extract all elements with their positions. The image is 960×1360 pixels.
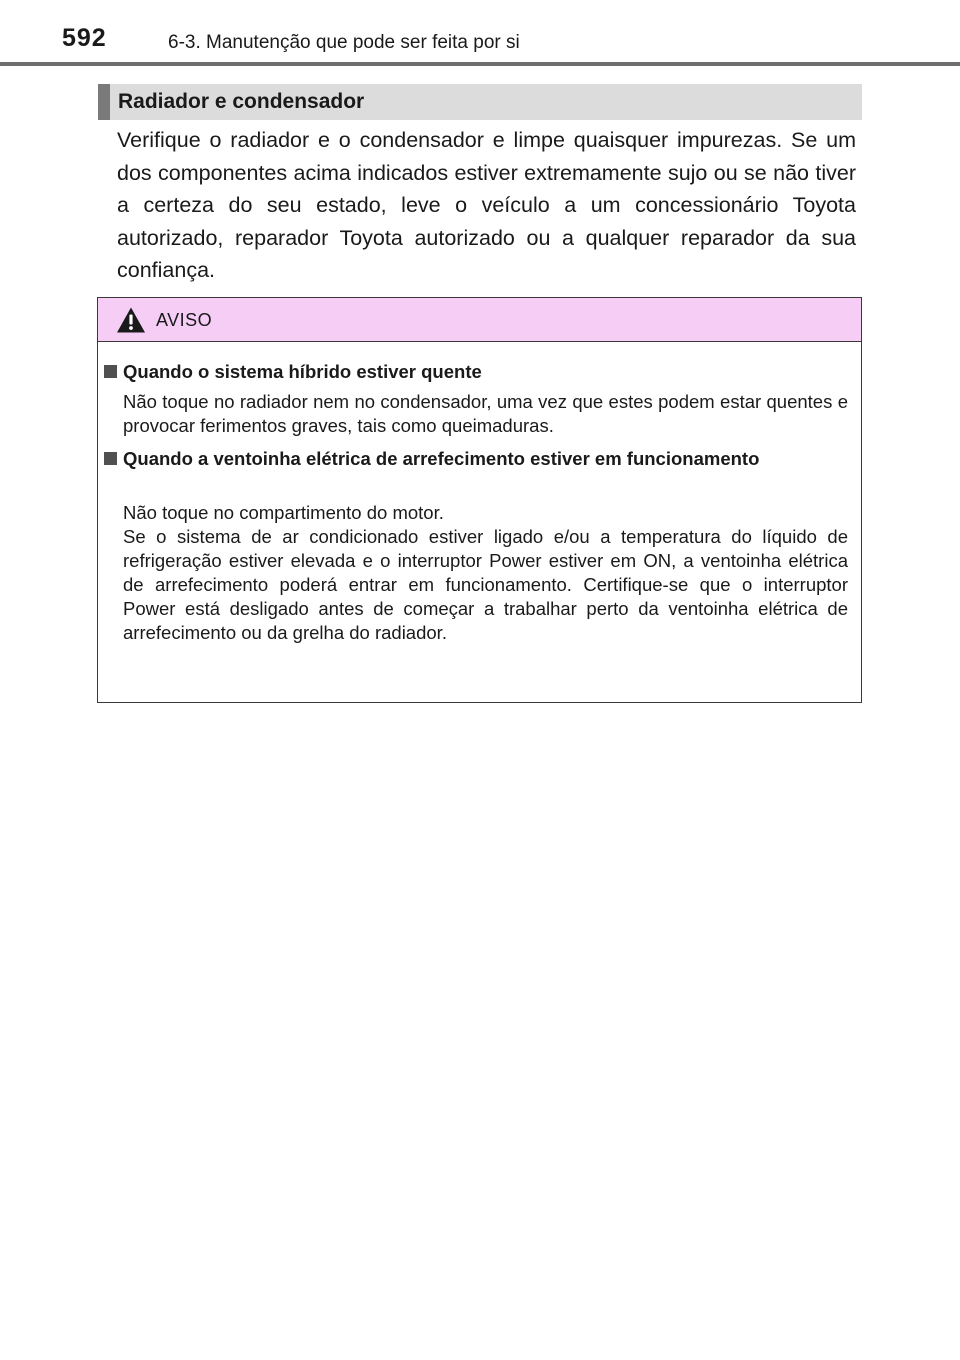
- warning-item-title: [104, 360, 852, 383]
- header-divider: [0, 62, 960, 66]
- section-heading-text: Radiador e condensador: [118, 90, 365, 113]
- warning-box: [97, 297, 862, 703]
- section-heading: [98, 84, 862, 120]
- warning-item-title-text: Quando o sistema híbrido estiver quente: [123, 361, 482, 382]
- warning-item-title: [104, 447, 852, 470]
- warning-label: AVISO: [156, 310, 213, 330]
- warning-header: [98, 298, 861, 342]
- warning-triangle-icon: [116, 306, 146, 334]
- chapter-title: 6-3. Manutenção que pode ser feita por si: [168, 32, 520, 53]
- warning-item-title-text: Quando a ventoinha elétrica de arrefecimento estiver em funcionamento: [123, 448, 760, 469]
- warning-item-paragraph: Se o sistema de ar condicionado estiver ligado e/ou a temperatura do líquido de refrigeração estiver elevada e o interruptor Power estiver em ON, a ventoinha elétrica de arrefecimento poderá entrar em funcionamento. Certifique-se que o interruptor Power está desligado antes de começar a trabalhar perto da ventoinha elétrica de arrefecimento ou da grelha do radiador.: [123, 526, 848, 643]
- page-number: 592: [62, 24, 107, 52]
- section-body-text: Verifique o radiador e o condensador e limpe quaisquer impurezas. Se um dos componentes acima indicados estiver extremamente sujo ou se não tiver a certeza do seu estado, leve o veículo a um concessionário Toyota autorizado, reparador Toyota autorizado ou a qualquer reparador da sua confiança.: [117, 128, 856, 282]
- square-bullet-icon: [104, 452, 117, 465]
- square-bullet-icon: [104, 365, 117, 378]
- warning-item-paragraph: Não toque no compartimento do motor.: [123, 502, 444, 523]
- warning-item-body: [123, 501, 848, 645]
- warning-item-body: [123, 390, 848, 438]
- warning-item-paragraph: Não toque no radiador nem no condensador, uma vez que estes podem estar quentes e provocar ferimentos graves, tais como queimaduras.: [123, 391, 848, 436]
